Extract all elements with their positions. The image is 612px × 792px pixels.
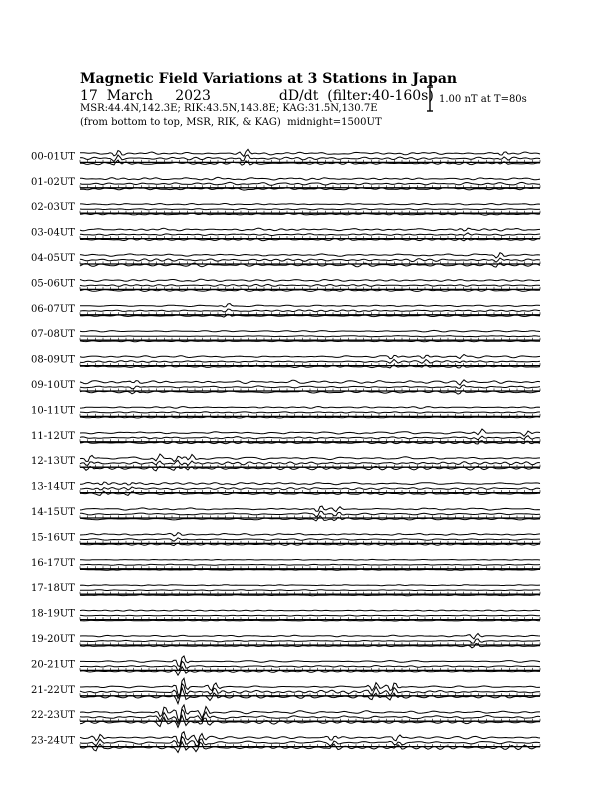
trace-kag: [80, 253, 540, 258]
trace-kag: [80, 149, 540, 156]
row-minute-ticks: [80, 236, 540, 239]
row-minute-ticks: [80, 312, 540, 315]
row-minute-ticks: [80, 566, 540, 569]
row-label-04-05UT: 04-05UT: [31, 253, 75, 264]
row-minute-ticks: [80, 414, 540, 417]
date-month: March: [106, 88, 153, 104]
station-coordinates: MSR:44.4N,142.3E; RIK:43.5N,143.8E; KAG:31.5N,130.7E: [80, 103, 378, 114]
trace-rik: [80, 538, 540, 541]
trace-kag: [80, 533, 540, 536]
date-line: [80, 88, 434, 104]
trace-rik: [80, 336, 540, 337]
row-label-01-02UT: 01-02UT: [31, 176, 75, 188]
trace-kag: [80, 177, 540, 180]
trace-rik: [80, 487, 540, 490]
trace-rik: [80, 436, 540, 440]
row-label-00-01UT: 00-01UT: [31, 151, 75, 163]
trace-kag: [80, 506, 540, 512]
row-minute-ticks: [80, 592, 540, 595]
trace-kag: [80, 678, 540, 695]
trace-rik: [80, 359, 540, 363]
row-label-20-21UT: 20-21UT: [31, 659, 75, 671]
row-minute-ticks: [80, 185, 540, 188]
row-minute-ticks: [80, 668, 540, 671]
row-label-09-10UT: 09-10UT: [31, 380, 75, 391]
row-minute-ticks: [80, 490, 540, 493]
trace-rik: [80, 615, 540, 616]
row-minute-ticks: [80, 516, 540, 519]
trace-rik: [80, 284, 540, 286]
row-label-06-07UT: 06-07UT: [31, 303, 75, 315]
trace-rik: [80, 564, 540, 565]
row-minute-ticks: [80, 541, 540, 544]
row-minute-ticks: [80, 465, 540, 468]
trace-kag: [80, 454, 540, 462]
row-minute-ticks: [80, 262, 540, 265]
row-label-10-11UT: 10-11UT: [31, 405, 75, 417]
trace-kag: [80, 330, 540, 332]
row-minute-ticks: [80, 160, 540, 163]
date-year: 2023: [175, 88, 211, 104]
chart-title: Magnetic Field Variations at 3 Stations in Japan: [80, 71, 458, 87]
trace-kag: [80, 380, 540, 385]
scale-bar-label: 1.00 nT at T=80s: [439, 94, 527, 105]
trace-rik: [80, 385, 540, 389]
trace-kag: [80, 482, 540, 485]
row-label-23-24UT: 23-24UT: [31, 735, 75, 747]
row-minute-ticks: [80, 744, 540, 747]
trace-kag: [80, 559, 540, 560]
row-label-19-20UT: 19-20UT: [31, 634, 75, 645]
row-label-08-09UT: 08-09UT: [31, 354, 75, 366]
row-minute-ticks: [80, 363, 540, 366]
trace-msr: [80, 620, 540, 621]
trace-rik: [80, 309, 540, 312]
trace-rik: [80, 182, 540, 185]
trace-kag: [80, 204, 540, 205]
trace-kag: [80, 656, 540, 667]
row-label-05-06UT: 05-06UT: [31, 278, 75, 290]
trace-kag: [80, 429, 540, 436]
trace-rik: [80, 412, 540, 413]
trace-kag: [80, 407, 540, 409]
midnight-note: midnight=1500UT: [287, 117, 382, 128]
row-minute-ticks: [80, 439, 540, 442]
row-label-13-14UT: 13-14UT: [31, 481, 75, 493]
trace-kag: [80, 610, 540, 611]
row-minute-ticks: [80, 338, 540, 341]
row-label-18-19UT: 18-19UT: [31, 608, 75, 620]
station-order-note: (from bottom to top, MSR, RIK, & KAG): [80, 117, 281, 128]
trace-kag: [80, 279, 540, 281]
trace-kag: [80, 304, 540, 307]
row-label-02-03UT: 02-03UT: [31, 202, 75, 214]
filter-label: (filter:40-160s): [327, 88, 434, 104]
row-label-03-04UT: 03-04UT: [31, 227, 75, 239]
row-minute-ticks: [80, 693, 540, 696]
row-minute-ticks: [80, 643, 540, 646]
row-label-16-17UT: 16-17UT: [31, 557, 75, 569]
row-label-17-18UT: 17-18UT: [31, 583, 75, 595]
trace-kag: [80, 732, 540, 744]
row-minute-ticks: [80, 287, 540, 290]
trace-kag: [80, 228, 540, 231]
trace-msr: [80, 595, 540, 596]
trace-kag: [80, 585, 540, 586]
trace-kag: [80, 355, 540, 359]
order-note-line: [80, 117, 382, 128]
trace-rik: [80, 233, 540, 236]
trace-rik: [80, 209, 540, 210]
date-day: 17: [80, 88, 98, 104]
row-minute-ticks: [80, 211, 540, 214]
trace-msr: [80, 569, 540, 570]
row-minute-ticks: [80, 617, 540, 620]
trace-rik: [80, 639, 540, 643]
row-label-12-13UT: 12-13UT: [31, 456, 75, 468]
row-minute-ticks: [80, 389, 540, 392]
trace-kag: [80, 634, 540, 639]
row-label-11-12UT: 11-12UT: [31, 430, 75, 442]
row-label-22-23UT: 22-23UT: [31, 710, 75, 722]
quantity-label: dD/dt: [278, 88, 319, 104]
row-label-07-08UT: 07-08UT: [31, 329, 75, 341]
trace-rik: [80, 590, 540, 591]
row-label-21-22UT: 21-22UT: [31, 684, 75, 696]
row-label-14-15UT: 14-15UT: [31, 507, 75, 518]
trace-rik: [80, 460, 540, 465]
row-label-15-16UT: 15-16UT: [31, 532, 75, 544]
